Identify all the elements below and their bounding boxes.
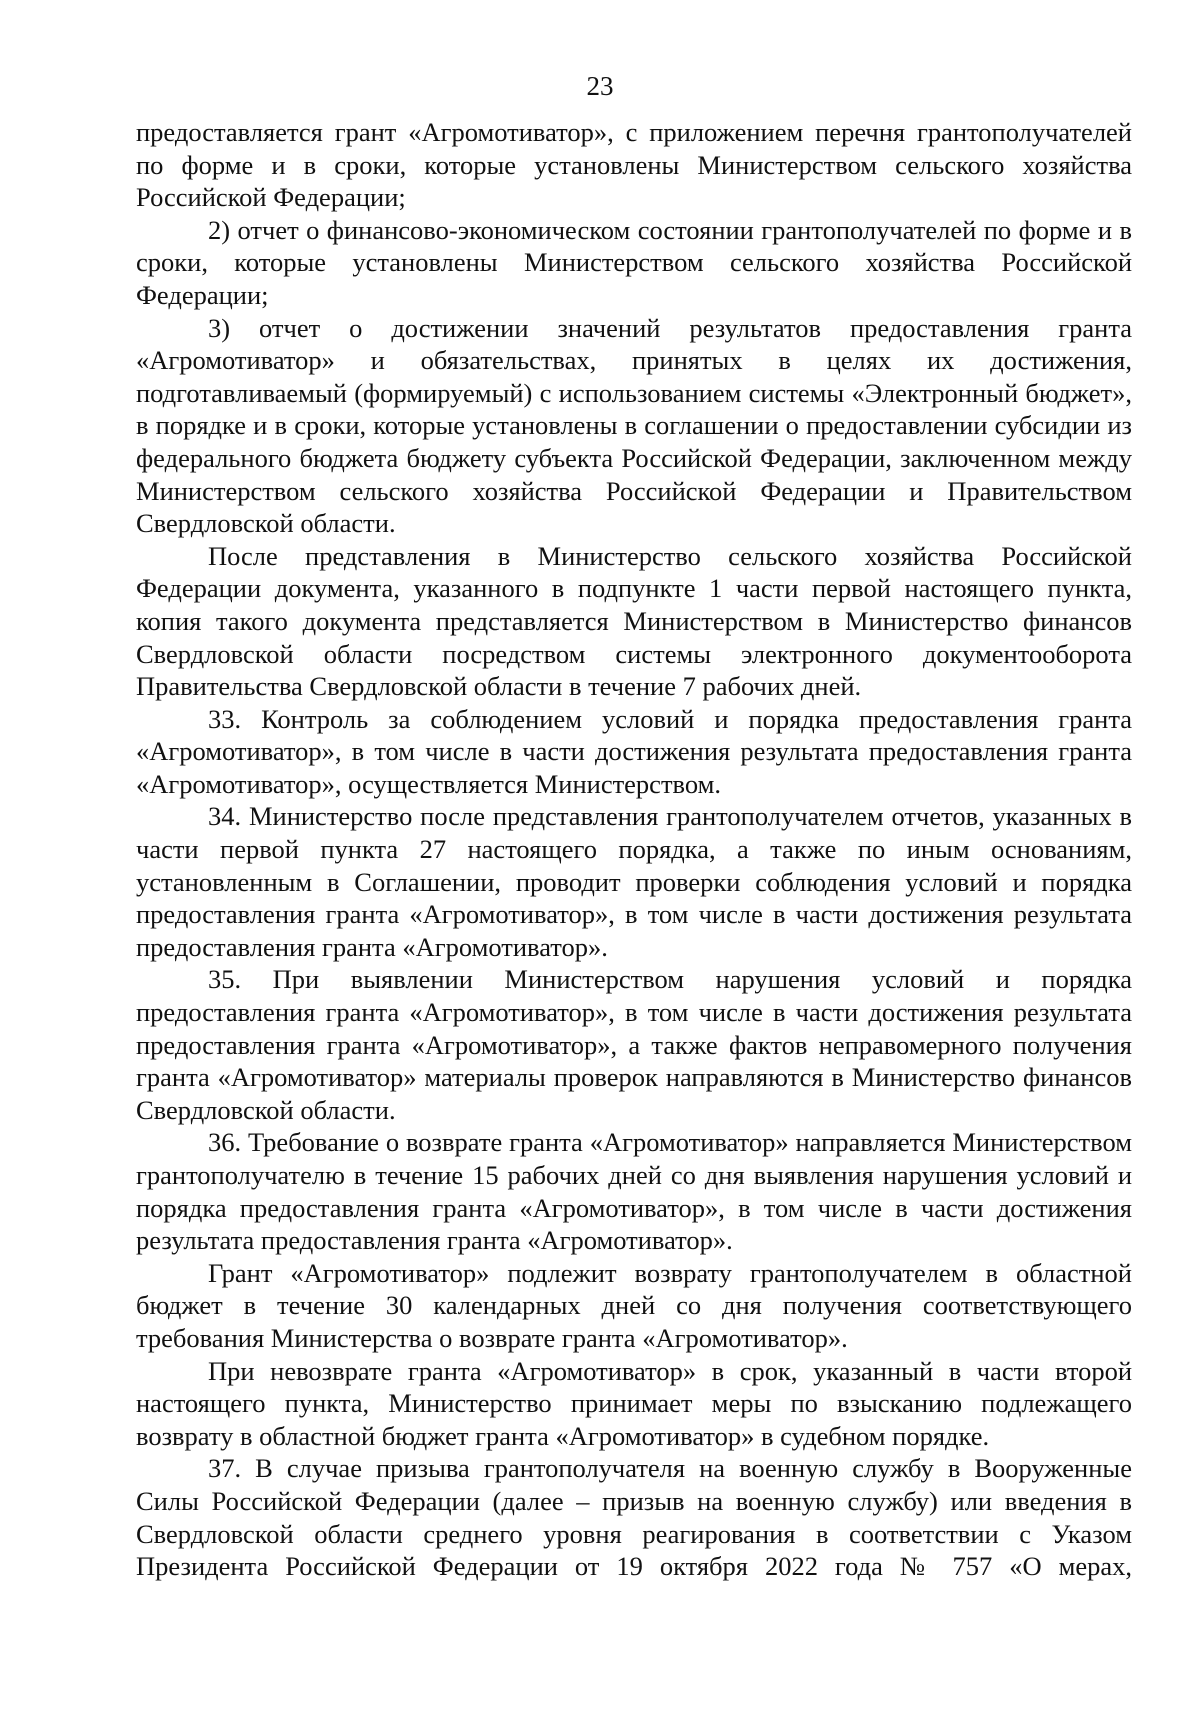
document-body [136, 116, 1132, 1583]
paragraph-clause-33: 33. Контроль за соблюдением условий и порядка предоставления гранта «Агромотиватор», в том числе в части достижения результата предоставления гранта «Агромотиватор», осуществляется Министерством. [136, 703, 1132, 799]
paragraph-clause-35: 35. При выявлении Министерством нарушения условий и порядка предоставления гранта «Агромотиватор», в том числе в части достижения результата предоставления гранта «Агромотиватор», а также фактов неправомерного получения гранта «Агромотиватор» материалы проверок направляются в Министерство финансов Свердловской области. [136, 964, 1132, 1125]
paragraph-clause-34: 34. Министерство после представления грантополучателем отчетов, указанных в части первой пункта 27 настоящего порядка, а также по иным основаниям, установленным в Соглашении, проводит проверки соблюдения условий и порядка предоставления гранта «Агромотиватор», в том числе в части достижения результата предоставления гранта «Агромотиватор». [136, 801, 1132, 962]
paragraph-item-2: 2) отчет о финансово-экономическом состоянии грантополучателей по форме и в сроки, которые установлены Министерством сельского хозяйства Российской Федерации; [136, 214, 1132, 310]
paragraph-clause-36: 36. Требование о возврате гранта «Агромотиватор» направляется Министерством грантополучателю в течение 15 рабочих дней со дня выявления нарушения условий и порядка предоставления гранта «Агромотиватор», в том числе в части достижения результата предоставления гранта «Агромотиватор». [136, 1127, 1132, 1256]
paragraph-continuation: предоставляется грант «Агромотиватор», с приложением перечня грантополучателей по форме и в сроки, которые установлены Министерством сельского хозяйства Российской Федерации; [136, 117, 1132, 213]
paragraph-after-reports: После представления в Министерство сельского хозяйства Российской Федерации документа, указанного в подпункте 1 части первой настоящего пункта, копия такого документа представляется Министерством в Министерство финансов Свердловской области посредством системы электронного документооборота Правительства Свердловской области в течение 7 рабочих дней. [136, 540, 1132, 702]
paragraph-non-return: При невозврате гранта «Агромотиватор» в срок, указанный в части второй настоящего пункта, Министерство принимает меры по взысканию подлежащего возврату в областной бюджет гранта «Агромотиватор» в судебном порядке. [136, 1355, 1132, 1451]
paragraph-clause-37: 37. В случае призыва грантополучателя на военную службу в Вооруженные Силы Российской Федерации (далее – призыв на военную службу) или введения в Свердловской области среднего уровня реагирования в соответствии с Указом Президента Российской Федерации от 19 октября 2022 года № 757 «О мерах, [136, 1453, 1132, 1582]
paragraph-grant-return: Грант «Агромотиватор» подлежит возврату грантополучателем в областной бюджет в течение 30 календарных дней со дня получения соответствующего требования Министерства о возврате гранта «Агромотиватор». [136, 1257, 1132, 1353]
page-number: 23 [586, 71, 614, 101]
paragraph-item-3: 3) отчет о достижении значений результатов предоставления гранта «Агромотиватор» и обязательствах, принятых в целях их достижения, подготавливаемый (формируемый) с использованием системы «Электронный бюджет», в порядке и в сроки, которые установлены в соглашении о предоставлении субсидии из федерального бюджета бюджету субъекта Российской Федерации, заключенном между Министерством сельского хозяйства Российской Федерации и Правительством Свердловской области. [136, 312, 1132, 539]
